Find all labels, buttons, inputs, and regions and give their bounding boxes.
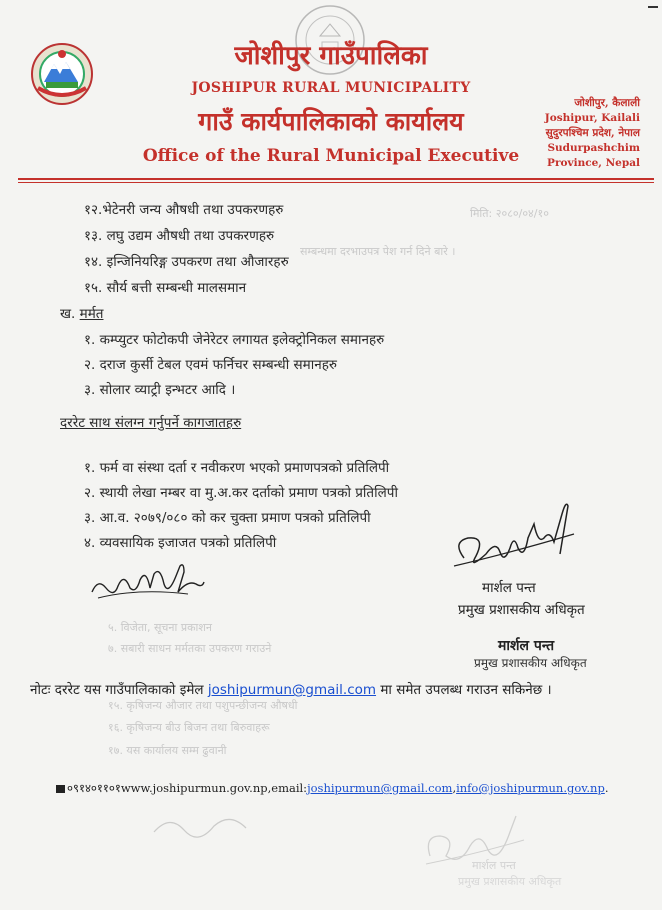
handwritten-signature-left bbox=[88, 558, 208, 604]
email-note bbox=[30, 680, 552, 698]
address-line: जोशीपुर, कैलाली bbox=[574, 97, 640, 109]
bleed-through-text: सम्बन्धमा दरभाउपत्र पेश गर्न दिने बारे । bbox=[300, 245, 456, 258]
footer-contact bbox=[56, 781, 608, 796]
signatory-title: प्रमुख प्रशासकीय अधिकृत bbox=[458, 602, 585, 618]
list-item: ३. सोलार व्याट्री इन्भटर आदि । bbox=[84, 382, 236, 398]
header-divider-thin bbox=[18, 182, 654, 183]
corner-mark bbox=[648, 6, 658, 8]
municipality-name-english: JOSHIPUR RURAL MUNICIPALITY bbox=[191, 80, 471, 96]
list-item: १४. इन्जिनियरिङ्ग उपकरण तथा औजारहरु bbox=[84, 254, 289, 270]
list-item: १. कम्प्युटर फोटोकपी जेनेरेटर लगायत इलेक्ट्रोनिकल समानहरु bbox=[84, 332, 385, 348]
footer-phone: ०९१४०११०१ bbox=[67, 781, 121, 795]
footer-end: . bbox=[604, 781, 609, 795]
office-name-english: Office of the Rural Municipal Executive bbox=[142, 146, 520, 166]
footer-email-primary[interactable]: joshipurmun@gmail.com bbox=[307, 781, 453, 795]
office-address bbox=[510, 96, 640, 171]
documents-heading: दररेट साथ संलग्न गर्नुपर्ने कागजातहरु bbox=[60, 415, 242, 431]
footer-separator: , bbox=[452, 781, 457, 795]
repair-heading-text: मर्मत bbox=[79, 306, 104, 322]
phone-icon bbox=[56, 785, 65, 793]
bleed-through-text: मार्शल पन्त bbox=[472, 859, 516, 872]
list-item: १३. लघु उद्यम औषधी तथा उपकरणहरु bbox=[84, 228, 275, 244]
note-suffix: मा समेत उपलब्ध गराउन सकिनेछ । bbox=[380, 682, 552, 698]
note-prefix: नोटः दररेट यस गाउँपालिकाको इमेल bbox=[30, 682, 204, 698]
list-item: २. दराज कुर्सी टेबल एवमं फर्निचर सम्बन्धी समानहरु bbox=[84, 357, 337, 373]
handwritten-signature-right bbox=[446, 494, 582, 578]
bleed-through-text: ५. विजेता, सूचना प्रकाशन bbox=[108, 621, 212, 634]
list-item: २. स्थायी लेखा नम्बर वा मु.अ.कर दर्ताको प्रमाण पत्रको प्रतिलिपी bbox=[84, 485, 398, 501]
bleed-through-signature bbox=[150, 806, 250, 840]
bleed-through-text: मिति: २०८०/०४/१० bbox=[470, 207, 549, 220]
repair-heading bbox=[60, 304, 103, 322]
list-item: १. फर्म वा संस्था दर्ता र नवीकरण भएको प्रमाणपत्रको प्रतिलिपी bbox=[84, 460, 390, 476]
list-item: १५. सौर्य बत्ती सम्बन्धी मालसमान bbox=[84, 280, 247, 296]
note-email-link[interactable]: joshipurmun@gmail.com bbox=[207, 682, 377, 698]
bleed-through-text: १६. कृषिजन्य बीउ बिजन तथा बिरुवाहरू bbox=[108, 721, 270, 734]
address-line: Sudurpashchim bbox=[547, 142, 640, 154]
bleed-through-text: प्रमुख प्रशासकीय अधिकृत bbox=[458, 875, 562, 888]
stamp-title: प्रमुख प्रशासकीय अधिकृत bbox=[474, 656, 587, 670]
municipality-name-nepali: जोशीपुर गाउँपालिका bbox=[234, 41, 428, 71]
signatory-name: मार्शल पन्त bbox=[482, 580, 536, 596]
header-divider bbox=[18, 178, 654, 180]
address-line: Province, Nepal bbox=[547, 157, 640, 169]
repair-heading-prefix: ख. bbox=[60, 306, 76, 322]
footer-email-info[interactable]: info@joshipurmun.gov.np bbox=[456, 781, 605, 795]
bleed-through-text: ७. सबारी साधन मर्मतका उपकरण गराउने bbox=[108, 642, 272, 655]
address-line: सुदुरपश्चिम प्रदेश, नेपाल bbox=[545, 127, 640, 139]
office-name-nepali: गाउँ कार्यपालिकाको कार्यालय bbox=[198, 107, 464, 136]
bleed-through-text: १७. यस कार्यालय सम्म ढुवानी bbox=[108, 744, 227, 757]
list-item: १२.भेटेनरी जन्य औषधी तथा उपकरणहरु bbox=[84, 202, 284, 218]
stamp-name: मार्शल पन्त bbox=[498, 638, 555, 654]
list-item: ४. व्यवसायिक इजाजत पत्रको प्रतिलिपी bbox=[84, 535, 277, 551]
list-item: ३. आ.व. २०७९/०८० को कर चुक्ता प्रमाण पत्रको प्रतिलिपी bbox=[84, 510, 371, 526]
footer-website[interactable]: www.joshipurmun.gov.np,email: bbox=[120, 781, 308, 795]
address-line: Joshipur, Kailali bbox=[544, 112, 640, 124]
bleed-through-text: १५. कृषिजन्य औजार तथा पशुपन्छीजन्य औषधी bbox=[108, 699, 298, 712]
